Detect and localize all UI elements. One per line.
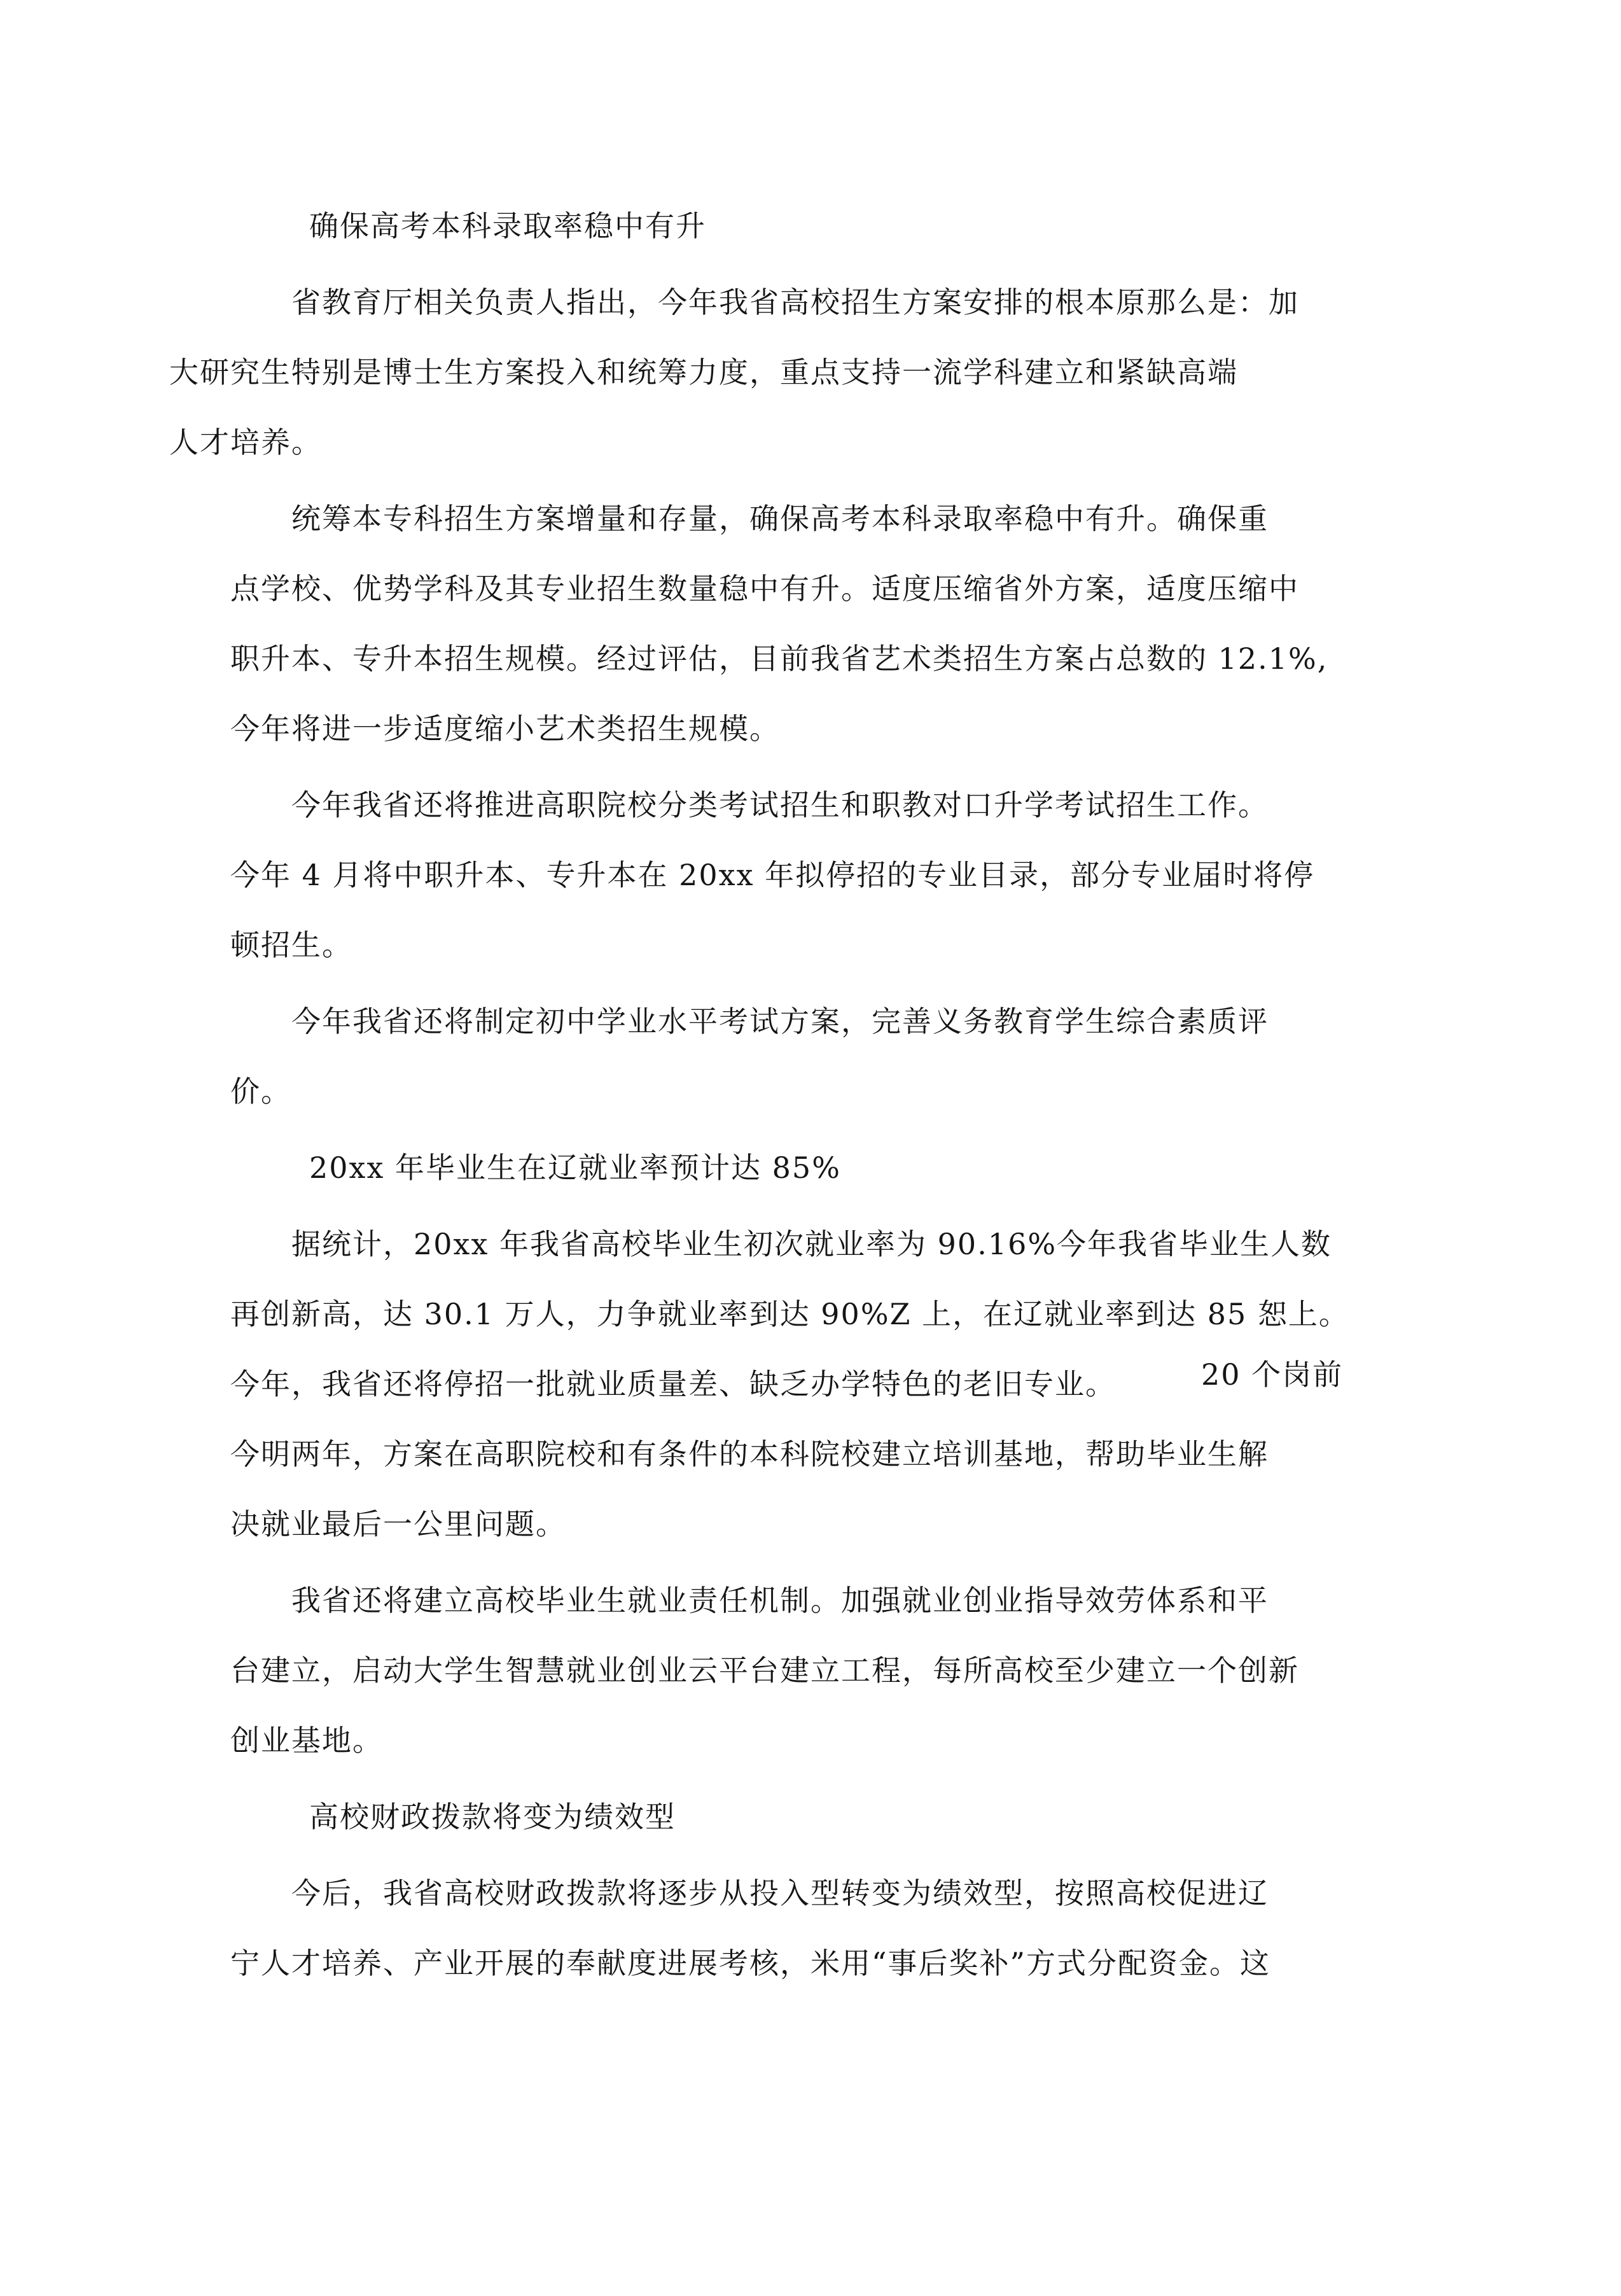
text-line: 今明两年，方案在高职院校和有条件的本科院校建立培训基地，帮助毕业生解	[230, 1437, 1269, 1471]
section-heading: 确保高考本科录取率稳中有升	[309, 209, 706, 243]
text-line: 价。	[230, 1074, 291, 1109]
paragraph	[230, 1565, 1369, 1775]
text-line: 台建立，启动大学生智慧就业创业云平台建立工程，每所高校至少建立一个创新	[230, 1653, 1299, 1688]
paragraph	[230, 770, 1369, 980]
paragraph	[230, 986, 1369, 1126]
text-line: 决就业最后一公里问题。	[230, 1507, 566, 1541]
text-line: 今年 4 月将中职升本、专升本在 20xx 年拟停招的专业目录，部分专业届时将停	[230, 858, 1315, 892]
text-line: 统筹本专科招生方案增量和存量，确保高考本科录取率稳中有升。确保重	[291, 501, 1269, 536]
paragraph	[230, 1209, 1369, 1559]
text-line: 创业基地。	[230, 1723, 383, 1758]
section-heading: 20xx 年毕业生在辽就业率预计达 85%	[309, 1151, 841, 1185]
paragraph	[169, 267, 1369, 477]
text-line: 顿招生。	[230, 928, 352, 962]
document-body	[169, 191, 1369, 2005]
text-line: 今后，我省高校财政拨款将逐步从投入型转变为绩效型，按照高校促进辽	[291, 1876, 1269, 1910]
text-line: 省教育厅相关负责人指出，今年我省高校招生方案安排的根本原那么是：加	[291, 285, 1299, 319]
text-line: 今年我省还将推进高职院校分类考试招生和职教对口升学考试招生工作。	[291, 788, 1269, 822]
floating-text-fragment: 20 个岗前	[1201, 1357, 1344, 1392]
text-line: 今年将进一步适度缩小艺术类招生规模。	[230, 711, 780, 746]
text-line: 点学校、优势学科及其专业招生数量稳中有升。适度压缩省外方案，适度压缩中	[230, 571, 1299, 606]
text-line: 再创新高，达 30.1 万人，力争就业率到达 90%Z 上，在辽就业率到达 85 恕上。	[230, 1297, 1349, 1331]
paragraph	[230, 484, 1369, 764]
text-line: 大研究生特别是博士生方案投入和统筹力度，重点支持一流学科建立和紧缺高端	[169, 355, 1238, 389]
text-line: 人才培养。	[169, 425, 322, 459]
text-line: 宁人才培养、产业开展的奉献度进展考核，米用“事后奖补”方式分配资金。这	[230, 1946, 1271, 1980]
paragraph	[230, 1858, 1369, 1998]
text-line: 据统计，20xx 年我省高校毕业生初次就业率为 90.16%今年我省毕业生人数	[291, 1227, 1332, 1261]
text-line: 今年我省还将制定初中学业水平考试方案，完善义务教育学生综合素质评	[291, 1004, 1269, 1039]
text-line: 今年，我省还将停招一批就业质量差、缺乏办学特色的老旧专业。	[230, 1367, 1116, 1401]
section-heading: 高校财政拨款将变为绩效型	[309, 1800, 676, 1834]
text-line: 我省还将建立高校毕业生就业责任机制。加强就业创业指导效劳体系和平	[291, 1583, 1269, 1618]
text-line: 职升本、专升本招生规模。经过评估，目前我省艺术类招生方案占总数的 12.1%,	[230, 641, 1328, 676]
